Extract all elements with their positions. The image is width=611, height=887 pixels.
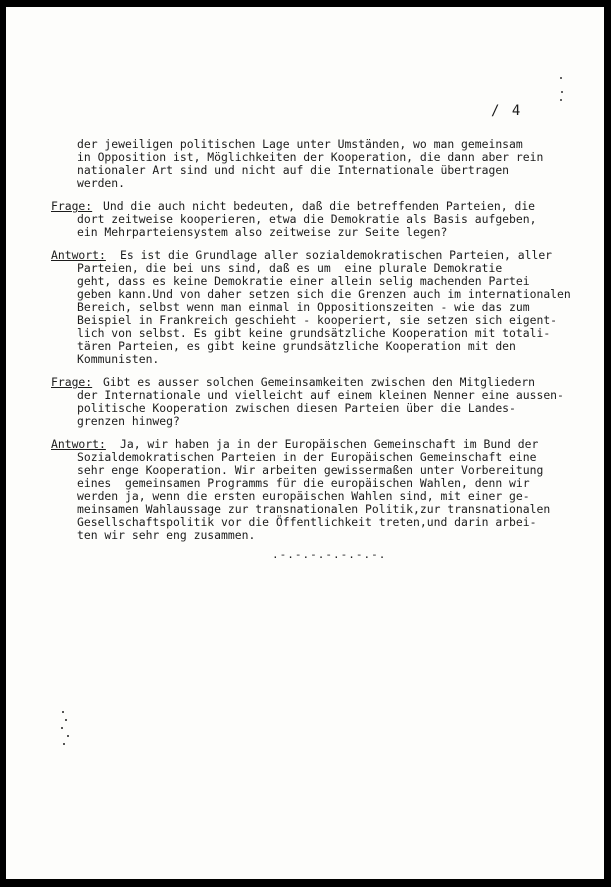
text-line: Sozialdemokratischen Parteien in der Europäischen Gemeinschaft eine	[77, 450, 537, 464]
text-line: geht, dass es keine Demokratie einer allein selig machenden Partei	[77, 274, 530, 288]
page-number: / 4	[491, 103, 523, 119]
closing-separator: .-.-.-.-.-.-.-.	[272, 548, 387, 561]
text-line: in Opposition ist, Möglichkeiten der Kooperation, die dann aber rein	[77, 150, 544, 164]
text-line: Kommunisten.	[77, 352, 160, 366]
scan-speck	[65, 719, 67, 721]
text-line: lich von selbst. Es gibt keine grundsätzliche Kooperation mit totali-	[77, 326, 551, 340]
text-line: Beispiel in Frankreich geschieht - kooperiert, sie setzen sich eigent-	[77, 313, 558, 327]
text-line: Und die auch nicht bedeuten, daß die betreffenden Parteien, die	[103, 199, 536, 213]
scan-speck	[62, 711, 64, 713]
text-line: meinsamen Wahlaussage zur transnationalen Politik,zur transnationalen	[77, 502, 551, 516]
text-line: nationaler Art sind und nicht auf die Internationale übertragen	[77, 163, 510, 177]
text-line: Parteien, die bei uns sind, daß es um eine plurale Demokratie	[77, 261, 503, 275]
text-line: geben kann.Und von daher setzen sich die Grenzen auch im internationalen	[77, 287, 571, 301]
question-label: Frage:	[51, 375, 93, 389]
text-line: Bereich, selbst wenn man einmal in Oppositionszeiten - wie das zum	[77, 300, 530, 314]
text-line: grenzen hinweg?	[77, 414, 180, 428]
scan-speck	[61, 727, 63, 729]
text-line: der Internationale und vielleicht auf einem kleinen Nenner eine aussen-	[77, 388, 564, 402]
text-line: Gesellschaftspolitik vor die Öffentlichkeit treten,und darin arbei-	[77, 515, 537, 529]
text-line: Ja, wir haben ja in der Europäischen Gemeinschaft im Bund der	[120, 437, 539, 451]
text-line: Es ist die Grundlage aller sozialdemokratischen Parteien, aller	[120, 248, 553, 262]
text-line: tären Parteien, es gibt keine grundsätzliche Kooperation mit den	[77, 339, 516, 353]
question-label: Frage:	[51, 199, 93, 213]
document-page	[6, 7, 604, 879]
scan-speck	[67, 735, 69, 737]
text-line: werden ja, wenn die ersten europäischen Wahlen sind, mit einer ge-	[77, 489, 530, 503]
text-line: eines gemeinsamen Programms für die europäischen Wahlen, denn wir	[77, 476, 530, 490]
text-line: politische Kooperation zwischen diesen Parteien über die Landes-	[77, 401, 516, 415]
text-line: ten wir sehr eng zusammen.	[77, 528, 256, 542]
text-line: werden.	[77, 176, 126, 190]
text-line: der jeweiligen politischen Lage unter Umständen, wo man gemeinsam	[77, 137, 523, 151]
answer-label: Antwort:	[51, 437, 106, 451]
text-line: sehr enge Kooperation. Wir arbeiten gewissermaßen unter Vorbereitung	[77, 463, 544, 477]
answer-label: Antwort:	[51, 248, 106, 262]
margin-dots-mark	[558, 77, 564, 105]
text-line: ein Mehrparteiensystem also zeitweise zur Seite legen?	[77, 225, 448, 239]
text-line: dort zeitweise kooperieren, etwa die Demokratie als Basis aufgeben,	[77, 212, 537, 226]
text-line: Gibt es ausser solchen Gemeinsamkeiten zwischen den Mitgliedern	[103, 375, 536, 389]
scan-speck	[63, 743, 65, 745]
